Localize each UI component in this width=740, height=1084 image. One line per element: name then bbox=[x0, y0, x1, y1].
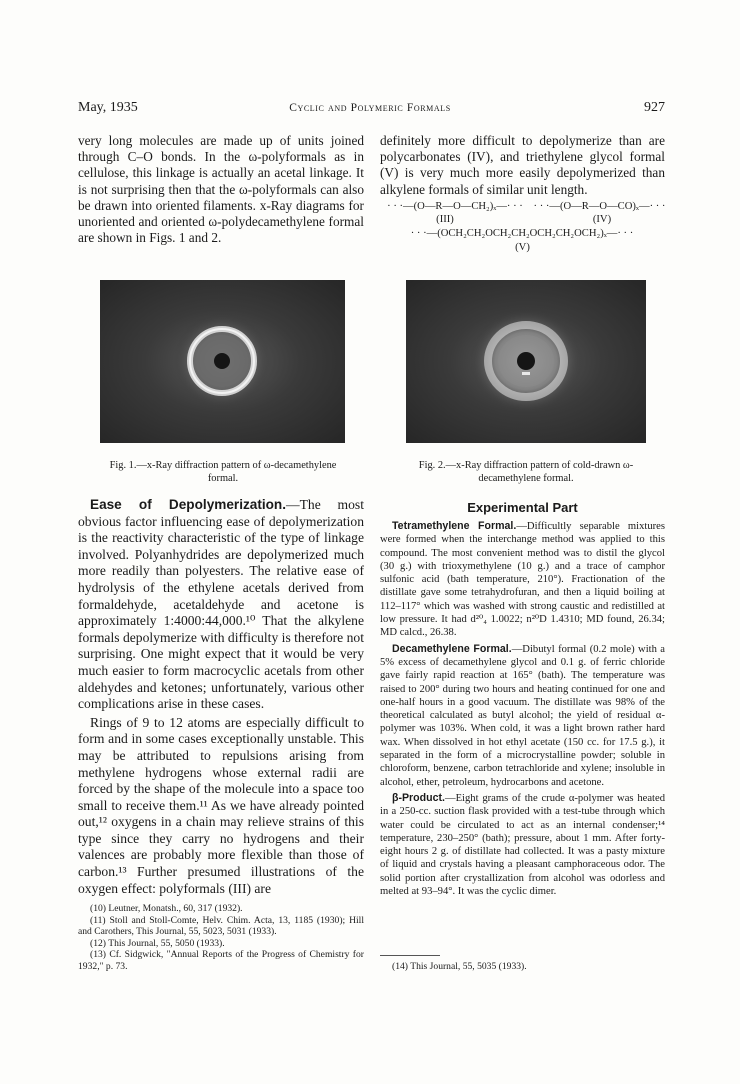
label-iii: (III) bbox=[436, 214, 454, 225]
figure-1-image bbox=[100, 280, 345, 443]
footnote-14: (14) This Journal, 55, 5035 (1933). bbox=[392, 961, 527, 972]
depolymerization-heading: Ease of Depolymerization. bbox=[90, 497, 287, 512]
polyformal-paragraph bbox=[380, 133, 665, 198]
footnotes-left bbox=[78, 903, 364, 973]
depolymerization-paragraph-1 bbox=[78, 497, 364, 713]
decamethylene-paragraph bbox=[380, 643, 665, 789]
tetramethylene-paragraph bbox=[380, 520, 665, 640]
formula-iv: · · ·—(O—R—O—CO)ₓ—· · · bbox=[533, 201, 666, 212]
polyformal-text: definitely more difficult to depolymerize than are polycarbonates (IV), and triethylene glycol formal (V) is very much more easily depolymerized than alkylene formals of similar unit length. bbox=[380, 133, 665, 197]
intro-paragraph bbox=[78, 133, 364, 246]
depolymerization-text-1: —The most obvious factor influencing ease of depolymerization is the reactivity characteristic of the type of linkage involved. Polyanhydrides are depolymerized much more readily than polyesters. The relative ease of hydrolysis of the ethylene acetals derived from formaldehyde, acetaldehyde and acetone is approximately 1:4000:44,000.¹⁰ That the alkylene formals depolymerize with difficulty is therefore not surprising. One might expect that it would be very much easier to form macrocyclic acetals from other aldehydes and ketones; unfortunately, various other complications arise in these cases. bbox=[78, 497, 364, 712]
formula-iii: · · ·—(O—R—O—CH₂)ₓ—· · · bbox=[387, 201, 523, 212]
depolymerization-paragraph-2: Rings of 9 to 12 atoms are especially difficult to form and in some cases exceptionally unstable. This may be attributed to repulsions arising from methylene hydrogens whose external radii are forced by the shape of the molecule into a space too small to receive them.¹¹ As we have already pointed out,¹² oxygens in a chain may relieve strains of this type since they carry no hydrogens and their valences are probably more flexible than those of carbon.¹³ Further presumed illustrations of the oxygen effect: polyformals (III) are bbox=[78, 714, 364, 896]
footnote-divider bbox=[380, 955, 440, 956]
figure-2-caption: Fig. 2.—x-Ray diffraction pattern of cold-drawn ω-decamethylene formal. bbox=[418, 460, 634, 484]
tetramethylene-text: —Difficultly separable mixtures were formed when the interchange method was applied to this compound. The most convenient method was to distil the glycol (30 g.) with trioxymethylene (10 g.) and a trace of camphor sulfonic acid (bath temperature, 210°). Fractionation of the distillate gave some tetrahydrofuran, and then a liquid boiling at 112–117° which was washed with strong caustic and redistilled at low pressure. It had d²⁰₄ 1.0022; n²⁰D 1.4310; MD found, 26.34; MD calcd., 26.38. bbox=[380, 521, 665, 639]
diffraction-pattern-1 bbox=[100, 280, 345, 443]
beta-product-text: —Eight grams of the crude α-polymer was heated in a 250-cc. suction flask provided with a test-tube through which water could be circulated to act as an internal condenser;¹⁴ temperature, 230–250° (bath); pressure, about 1 mm. After forty-eight hours 2 g. of distillate had collected. It was a pasty mixture of liquid and crystals having a pleasant camphoraceous odor. The solid portion after crystallization from alcohol was odorless and melted at 93–94°. It was the cyclic dimer. bbox=[380, 792, 665, 898]
beta-product-paragraph bbox=[380, 792, 665, 898]
footnote-10: (10) Leutner, Monatsh., 60, 317 (1932). bbox=[90, 903, 243, 914]
tetramethylene-heading: Tetramethylene Formal. bbox=[392, 520, 517, 532]
figure-2-image bbox=[406, 280, 646, 443]
diffraction-pattern-2 bbox=[406, 280, 646, 443]
footnote-13: (13) Cf. Sidgwick, "Annual Reports of the Progress of Chemistry for 1932," p. 73. bbox=[78, 949, 364, 972]
label-iv: (IV) bbox=[592, 214, 612, 225]
formula-v: · · ·—(OCH₂CH₂OCH₂CH₂OCH₂CH₂OCH₂)ₓ—· · · bbox=[410, 228, 634, 239]
running-title: Cyclic and Polymeric Formals bbox=[289, 102, 451, 114]
decamethylene-text: —Dibutyl formal (0.2 mole) with a 5% excess of decamethylene glycol and 0.1 g. of ferric chloride gave fairly rapid reaction at 165° (bath). The temperature was raised to 200° during two hours and heating continued for one and one-half hours in a good vacuum. The distillate was 98% of the theoretical calculated as butyl alcohol; the yield of residual α-polymer was 103%. When cold, it was a light brown rather hard wax. When dissolved in hot ethyl acetate (150 cc. for 17.5 g.), it separated in the form of a microcrystalline powder; soluble in chloroform, benzene, carbon tetrachloride and xylene; insoluble in alcohol, ether, petroleum, hydrocarbons and acetone. bbox=[380, 643, 665, 788]
page-number: 927 bbox=[644, 100, 665, 115]
label-v: (V) bbox=[515, 242, 530, 253]
running-date: May, 1935 bbox=[78, 100, 138, 115]
decamethylene-heading: Decamethylene Formal. bbox=[392, 642, 512, 655]
experimental-section bbox=[380, 520, 665, 898]
beta-product-heading: β-Product. bbox=[392, 791, 445, 804]
experimental-heading: Experimental Part bbox=[467, 500, 578, 515]
footnote-12: (12) This Journal, 55, 5050 (1933). bbox=[90, 937, 225, 949]
footnote-11: (11) Stoll and Stoll-Comte, Helv. Chim. Acta, 13, 1185 (1930); Hill and Carothers, This Journal, 55, 5023, 5031 (1933). bbox=[78, 914, 364, 938]
intro-text: very long molecules are made up of units joined through C–O bonds. In the ω-polyformals as in cellulose, this linkage is actually an acetal linkage. It is not surprising then that the ω-polyformals can also be drawn into oriented filaments. x-Ray diagrams for unoriented and oriented ω-polydecamethylene formal are shown in Figs. 1 and 2. bbox=[78, 133, 364, 246]
depolymerization-section bbox=[78, 497, 364, 897]
figure-1-caption: Fig. 1.—x-Ray diffraction pattern of ω-decamethylene formal. bbox=[109, 460, 337, 484]
